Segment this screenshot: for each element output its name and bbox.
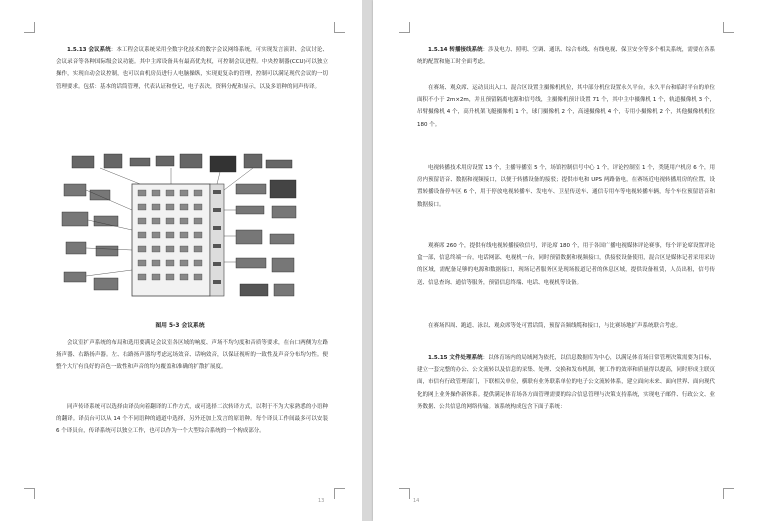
section-heading-1-5-15: 1.5.15 文件处理系统 [428, 355, 483, 361]
paragraph-broadcast-interface [417, 44, 715, 68]
paragraph-interpretation: 同声传译系统可以选择由译员向着翻译的工作方式，或可选择二次转译方式，以利于不为大家熟悉的小语种的翻译。译员台可以从 14 个不同语种的通道中选择，另外还加上发言的原语种。每个译员工作间最多可以安装 6 个译员台，传译系统可以独立工作，也可以作为一个大型综合系统的一个构成部分。 [56, 404, 328, 435]
section-heading-1-5-13: 1.5.13 会议系统 [67, 47, 111, 53]
paragraph-sound-reinforcement: 会议室扩声系统的布局和选用要满足会议室各区域的响度、声场不均匀度和音质等要求，在台口两侧为左路扬声器、右路扬声器。左、右路扬声器均考虑远场效音、话响效音，以保证视听的一致性及声音分布均匀性。便整个大厅有良好的音色一致性和声音的均匀覆盖和准确的扩散扩展度。 [56, 340, 328, 371]
section-heading-1-5-14: 1.5.14 转播接线系统 [428, 47, 483, 53]
crop-mark-bottom-right [723, 488, 734, 499]
crop-mark-top-left [399, 22, 410, 33]
page-gutter [362, 0, 373, 521]
paragraph-conference-body: ：本工程会议系统采用全数字化技术的数字会议网络系统，可实现发言演讲、会议讨论、会议录音等各种国际级会议功能。其中主席设备具有最高优先权，可控制会议进程。中央控制器(CCU)可以独立操作，实现自动会议控制，也可以由机房员进行人电脑操纵，实现更复杂的管理，控制可以满足现代会议的一切管理要求。包括：基本的话筒管理，代表认证和登记，电子表决，资料分配和显示，以及多语种的同声传译。 [56, 47, 328, 90]
paragraph-document-processing [417, 352, 715, 413]
paragraph-document-body: ：以体育场内的局域网为依托，以信息数据库为中心，以满足体育场日常管理决策需要为目标，建立一套完整的办公、公文流转以及信息的采集、处理、交换和发布机制，便工作的效率和质量得以提高，同时形成主联页面，市信有行政管理部门，下联相关单位，横联有业务联系单位的电子公文流转体系，建立面向未来、面向世界、面向现代化的网上业务操作新体系。提供满足体育场各方面管理需要的综合信息管理与决策支持系统，实现电子邮件、行政公文、业务数据、公共信息的网络传输。该系统构成包含下面子系统： [417, 355, 715, 410]
conference-system-figure [60, 150, 300, 310]
crop-mark-top-right [334, 22, 345, 33]
crop-mark-bottom-right [334, 488, 345, 499]
crop-mark-bottom-left [399, 488, 410, 499]
paragraph-broadcast-rooms: 电视转播技术用房设置 13 个，主播导播室 5 个，场馆控制信号中心 1 个，评论控制室 1 个，类链用户机房 6 个，用房内预留语音、数据和视频接口，以便于转播设备的接驳；提供市电和 UPS 两路备电，在赛场近电视转播用房的位置，设置转播设备停车区 6 个，用于停放电视转播车、发电车、卫星传送车、通信专用车等电视转播车辆，每个车位预留语音和数据接口。 [417, 165, 715, 208]
right-page [373, 0, 760, 521]
paragraph-microphones: 在赛场四周、跑道、泳以、观众席等处可置话筒，预留音频线缆和接口，与比赛场地扩声系统联合考虑。 [428, 323, 682, 329]
paragraph-camera-positions: 在赛场、观众席、运动员出入口、混合区设置主摄像机机位，其中部分机位设置永久平台，永久平台和临时平台的单位面积不小于 2m×2m，并且预留隔离电源和信号线，主摄像机预计设置 71 个，其中主中摄像机 1 个，轨道摄像机 3 个，吊臂摄像机 4 个，高升机架飞艇摄像机 1 个，球门摄像机 2 个，高速摄像机 4 个，专用小摄像机 2 个，其他摄像机机位 180 个。 [417, 85, 715, 128]
crop-mark-bottom-left [24, 488, 35, 499]
paragraph-conference-system [56, 44, 328, 93]
crop-mark-top-right [723, 22, 734, 33]
page-number: 13 [318, 498, 325, 504]
crop-mark-top-left [24, 22, 35, 33]
paragraph-broadcast-body: ：涉及电力、照明、空调、通讯、综合布线、有线电视、保卫安全等多个相关系统，需要在各系统的配置和施工时全面考虑。 [417, 47, 715, 66]
figure-caption: 图用 5-3 会议系统 [155, 323, 205, 329]
page-number: 14 [413, 498, 420, 504]
left-page [0, 0, 362, 521]
paragraph-commentary-seats: 观赛席 260 个，提供有线电视转播接收信号，评论席 180 个，用于各国广播电视媒体评论赛事，每个评论席设置评论盒一部，信息终端一台，电话网部、电视机一台，同时预留数据和视频接口，供接驳设备使用，混合区是媒体记者采用采访的区域，需配备足够的电源和数据接口，现场记者服务区是现场报道记者的休息区域，提供设备租赁，人员出租，信号传送、信息查询、通信等服务，预留信息终端、电话、电视机等设备。 [417, 243, 715, 286]
